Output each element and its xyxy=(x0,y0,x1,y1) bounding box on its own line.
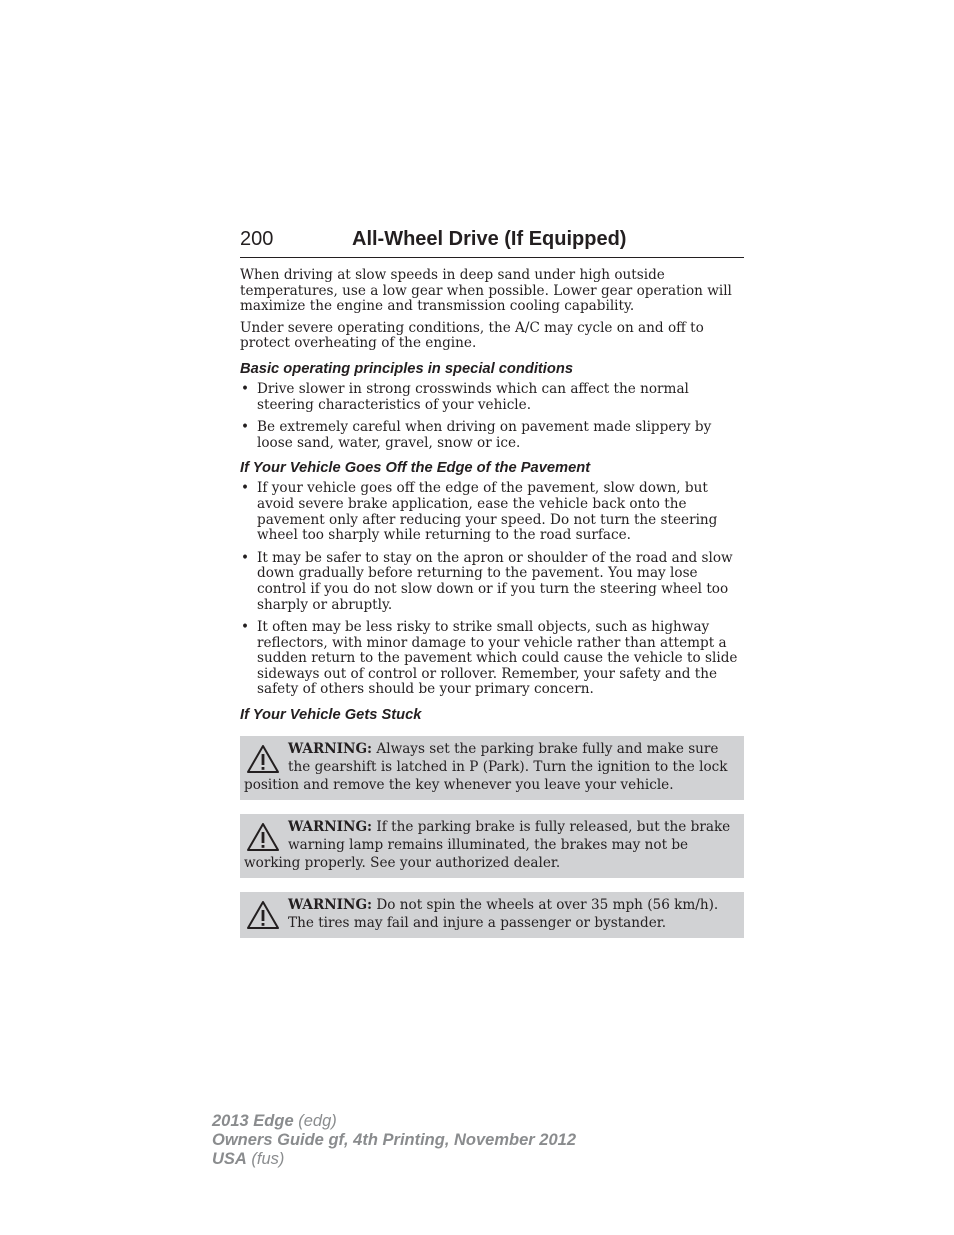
bullet-icon: • xyxy=(241,419,250,436)
warning-label: WARNING: xyxy=(288,819,373,836)
list-item: • It often may be less risky to strike small objects, such as highway reflectors, with minor damage to your vehicle rather than attempt a sudden return to the pavement which could cause the vehicle to slide sideways out of control or rollover. Remember, your safety and the safety of others should be your primary concern. xyxy=(241,619,738,698)
warning-triangle-icon xyxy=(246,744,280,774)
warning-triangle-icon xyxy=(246,900,280,930)
page-number: 200 xyxy=(240,228,274,250)
page-header xyxy=(240,228,744,258)
bullet-icon: • xyxy=(241,380,250,397)
page-footer xyxy=(212,1112,576,1169)
warning-box-parking-brake xyxy=(240,736,744,800)
intro-paragraph-2: Under severe operating conditions, the A/C may cycle on and off to protect overheating of the engine. xyxy=(240,319,704,352)
section-heading-off-pavement: If Your Vehicle Goes Off the Edge of the Pavement xyxy=(240,460,591,477)
section-heading-special-conditions: Basic operating principles in special conditions xyxy=(240,360,573,377)
intro-paragraph-1: When driving at slow speeds in deep sand under high outside temperatures, use a low gear when possible. Lower gear operation will maximize the engine and transmission cooling capability. xyxy=(240,267,732,315)
list-item: • Drive slower in strong crosswinds which can affect the normal steering characteristics of your vehicle. xyxy=(241,380,689,413)
footer-line-region: USA (fus) xyxy=(212,1150,285,1168)
footer-line-printing: Owners Guide gf, 4th Printing, November 2012 xyxy=(212,1131,576,1149)
list-item: • It may be safer to stay on the apron or shoulder of the road and slow down gradually before returning to the pavement. You may lose control if you do not slow down or if you turn the steering wheel too sharply or abruptly. xyxy=(241,549,733,613)
list-item: • Be extremely careful when driving on pavement made slippery by loose sand, water, gravel, snow or ice. xyxy=(241,419,712,451)
bullet-icon: • xyxy=(241,549,250,566)
section-heading-vehicle-stuck: If Your Vehicle Gets Stuck xyxy=(240,707,422,724)
warning-text: Always set the parking brake fully and make sure the gearshift is latched in P (Park). Turn the ignition to the lock position and remove the key whenever you leave your vehicle. xyxy=(244,741,728,794)
warning-text: If the parking brake is fully released, but the brake warning lamp remains illuminated, the brakes may not be working properly. See your authorized dealer. xyxy=(244,819,731,872)
warning-text: Do not spin the wheels at over 35 mph (56 km/h). The tires may fail and injure a passenger or bystander. xyxy=(288,897,719,932)
manual-page xyxy=(240,228,744,952)
footer-line-model: 2013 Edge (edg) xyxy=(212,1112,337,1130)
warning-label: WARNING: xyxy=(288,897,373,914)
page-title: All-Wheel Drive (If Equipped) xyxy=(352,228,627,250)
bullet-icon: • xyxy=(241,619,250,636)
warning-triangle-icon xyxy=(246,822,280,852)
warning-box-wheel-spin xyxy=(240,892,744,938)
bullet-icon: • xyxy=(241,480,250,497)
list-item: • If your vehicle goes off the edge of the pavement, slow down, but avoid severe brake application, ease the vehicle back onto the pavement only after reducing your speed. Do not turn the steering wheel too sharply while returning to the road surface. xyxy=(241,480,718,544)
special-conditions-list xyxy=(240,382,744,451)
warning-box-brake-lamp xyxy=(240,814,744,878)
off-pavement-list xyxy=(240,481,744,698)
warning-label: WARNING: xyxy=(288,741,373,758)
